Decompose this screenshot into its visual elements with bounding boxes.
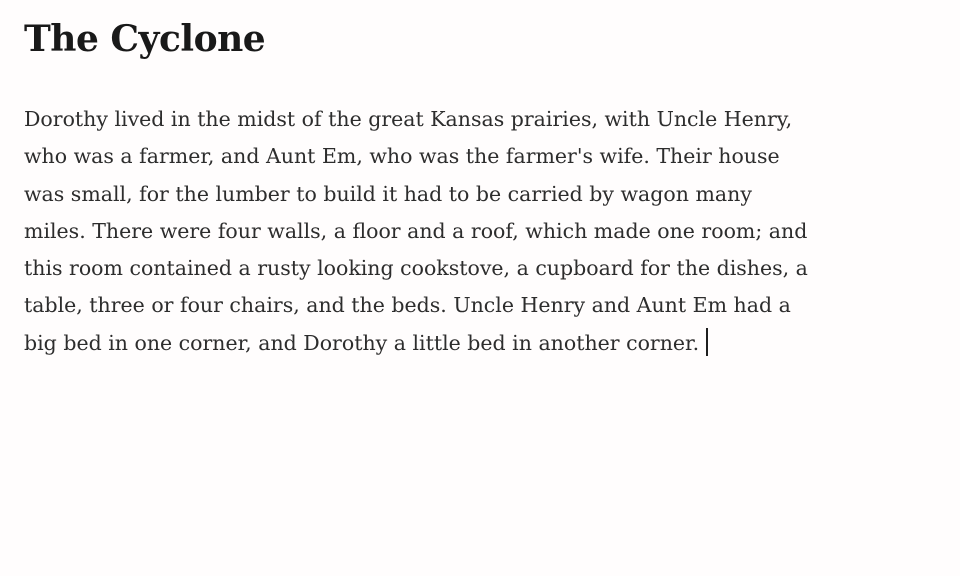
- paragraph-line-text[interactable]: big bed in one corner, and Dorothy a little bed in another corner.: [24, 330, 700, 355]
- paragraph-line[interactable]: was small, for the lumber to build it had to be carried by wagon many: [24, 181, 752, 206]
- paragraph-line[interactable]: who was a farmer, and Aunt Em, who was the farmer's wife. Their house: [24, 144, 780, 169]
- text-caret: [706, 328, 708, 356]
- paragraph-line[interactable]: this room contained a rusty looking cookstove, a cupboard for the dishes, a: [24, 256, 808, 281]
- paragraph-line[interactable]: miles. There were four walls, a floor and a roof, which made one room; and: [24, 218, 808, 243]
- chapter-title[interactable]: The Cyclone: [24, 18, 266, 60]
- body-paragraph[interactable]: [24, 101, 808, 362]
- paragraph-line[interactable]: Dorothy lived in the midst of the great Kansas prairies, with Uncle Henry,: [24, 107, 793, 131]
- paragraph-line[interactable]: table, three or four chairs, and the beds. Uncle Henry and Aunt Em had a: [24, 293, 791, 318]
- paragraph-line[interactable]: [24, 325, 808, 362]
